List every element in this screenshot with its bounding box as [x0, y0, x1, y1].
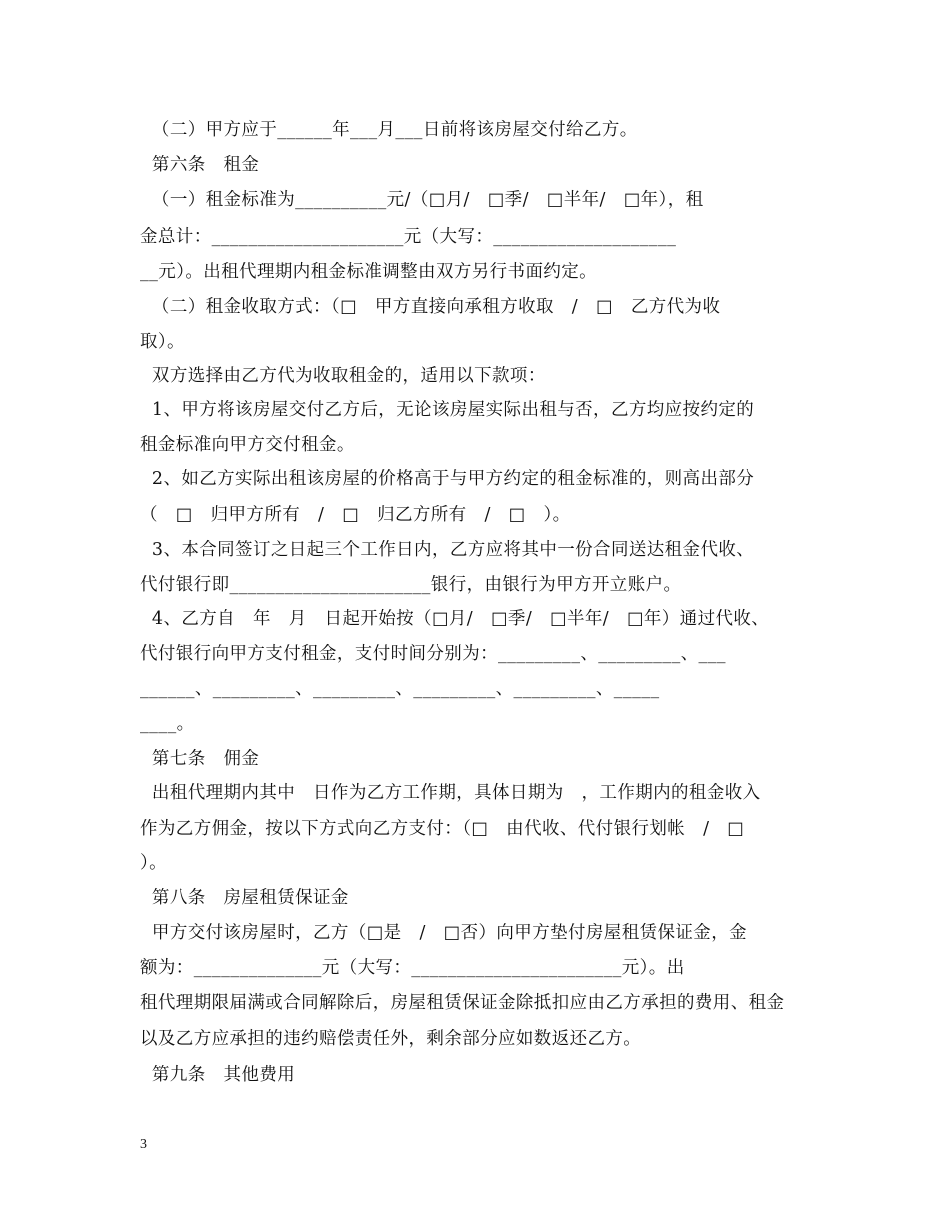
text-line: 取）。 — [140, 332, 185, 352]
text-line: （ □ 归甲方所有 / □ 归乙方所有 / □ ）。 — [140, 505, 571, 525]
page-number: 3 — [140, 1137, 147, 1152]
text-line: 作为乙方佣金，按以下方式向乙方支付：（□ 由代收、代付银行划帐 / □ — [140, 819, 745, 839]
text-line: 以及乙方应承担的违约赔偿责任外，剩余部分应如数返还乙方。 — [140, 1029, 642, 1049]
text-line: 2、如乙方实际出租该房屋的价格高于与甲方约定的租金标准的，则高出部分 — [140, 469, 755, 489]
text-line: 双方选择由乙方代为收取租金的，适用以下款项： — [140, 366, 546, 386]
text-line: 4、乙方自 年 月 日起开始按（□月/ □季/ □半年/ □年）通过代收、 — [140, 609, 770, 629]
text-line: 甲方交付该房屋时，乙方（□是 / □否）向甲方垫付房屋租赁保证金，金 — [140, 923, 747, 943]
text-line: ____。 — [140, 714, 195, 734]
text-line: ）。 — [140, 853, 168, 873]
text-line: __元）。出租代理期内租金标准调整由双方另行书面约定。 — [140, 262, 598, 282]
section-heading: 第八条 房屋租赁保证金 — [140, 888, 349, 908]
section-heading: 第七条 佣金 — [140, 749, 260, 769]
text-line: 租代理期限届满或合同解除后，房屋租赁保证金除抵扣应由乙方承担的费用、租金 — [140, 993, 785, 1013]
text-line: 代付银行向甲方支付租金，支付时间分别为：_________、_________、___ — [140, 644, 726, 664]
text-line: 3、本合同签订之日起三个工作日内，乙方应将其中一份合同送达租金代收、 — [140, 540, 755, 560]
section-heading: 第九条 其他费用 — [140, 1065, 296, 1085]
text-line: 金总计：_____________________元（大写：____________________ — [140, 227, 677, 247]
text-line: 1、甲方将该房屋交付乙方后，无论该房屋实际出租与否，乙方均应按约定的 — [140, 400, 755, 420]
text-line: 出租代理期内其中 日作为乙方工作期，具体日期为 ，工作期内的租金收入 — [140, 783, 761, 803]
text-line: 租金标准向甲方交付租金。 — [140, 435, 355, 455]
text-line: （二）租金收取方式：（□ 甲方直接向承租方收取 / □ 乙方代为收 — [140, 297, 721, 317]
text-line: 额为：______________元（大写：_______________________元）。出 — [140, 958, 685, 978]
text-line: （一）租金标准为__________元/（□月/ □季/ □半年/ □年），租 — [140, 190, 704, 210]
text-line: （二）甲方应于______年___月___日前将该房屋交付给乙方。 — [140, 120, 638, 140]
text-line: ______、_________、_________、_________、_________、_____ — [140, 679, 660, 699]
section-heading: 第六条 租金 — [140, 155, 260, 175]
text-line: 代付银行即______________________银行，由银行为甲方开立账户。 — [140, 575, 682, 595]
